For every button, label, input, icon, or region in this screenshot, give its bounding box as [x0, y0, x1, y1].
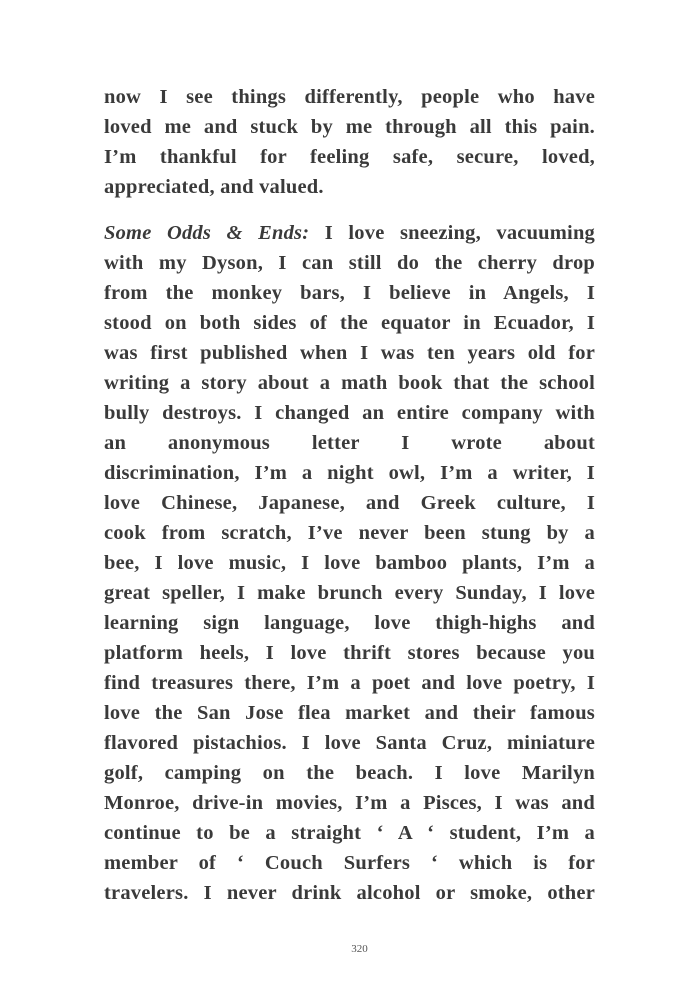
text-line: stood on both sides of the equator in Ecuador, I [104, 312, 595, 334]
text-line: cook from scratch, I’ve never been stung by a [104, 522, 595, 544]
paragraph-continued [104, 82, 595, 202]
text-line: Monroe, drive-in movies, I’m a Pisces, I was and [104, 792, 595, 814]
paragraph-odds-and-ends [104, 218, 595, 908]
text-line: love Chinese, Japanese, and Greek culture, I [104, 492, 595, 514]
text-line: from the monkey bars, I believe in Angels, I [104, 282, 595, 304]
text-line: loved me and stuck by me through all this pain. [104, 116, 595, 138]
text-line: bee, I love music, I love bamboo plants, I’m a [104, 552, 595, 574]
text-line: great speller, I make brunch every Sunday, I love [104, 582, 595, 604]
paragraph-text [104, 218, 595, 908]
text-line: platform heels, I love thrift stores because you [104, 642, 595, 664]
text-line: with my Dyson, I can still do the cherry drop [104, 252, 595, 274]
text-line-first [104, 218, 595, 248]
text-line: learning sign language, love thigh-highs and [104, 612, 595, 634]
page-number: 320 [351, 943, 368, 955]
text-line: golf, camping on the beach. I love Marilyn [104, 762, 595, 784]
text-line: flavored pistachios. I love Santa Cruz, miniature [104, 732, 595, 754]
text-line: I’m thankful for feeling safe, secure, loved, [104, 146, 595, 168]
text-line: member of ‘ Couch Surfers ‘ which is for [104, 852, 595, 874]
text-line: writing a story about a math book that the school [104, 372, 595, 394]
lead-in-continuation: I love sneezing, vacuuming [324, 222, 596, 244]
text-line: travelers. I never drink alcohol or smoke, other [104, 882, 595, 904]
text-line: love the San Jose flea market and their famous [104, 702, 595, 724]
text-line: appreciated, and valued. [104, 176, 324, 198]
text-line: an anonymous letter I wrote about [104, 432, 595, 454]
text-line: was first published when I was ten years old for [104, 342, 595, 364]
text-line: continue to be a straight ‘ A ‘ student, I’m a [104, 822, 595, 844]
text-line: bully destroys. I changed an entire company with [104, 402, 595, 424]
lead-in-heading: Some Odds & Ends: [104, 222, 310, 244]
text-line: discrimination, I’m a night owl, I’m a writer, I [104, 462, 595, 484]
text-line: find treasures there, I’m a poet and love poetry, I [104, 672, 595, 694]
paragraph-text [104, 82, 595, 202]
text-line: now I see things differently, people who have [104, 86, 595, 108]
